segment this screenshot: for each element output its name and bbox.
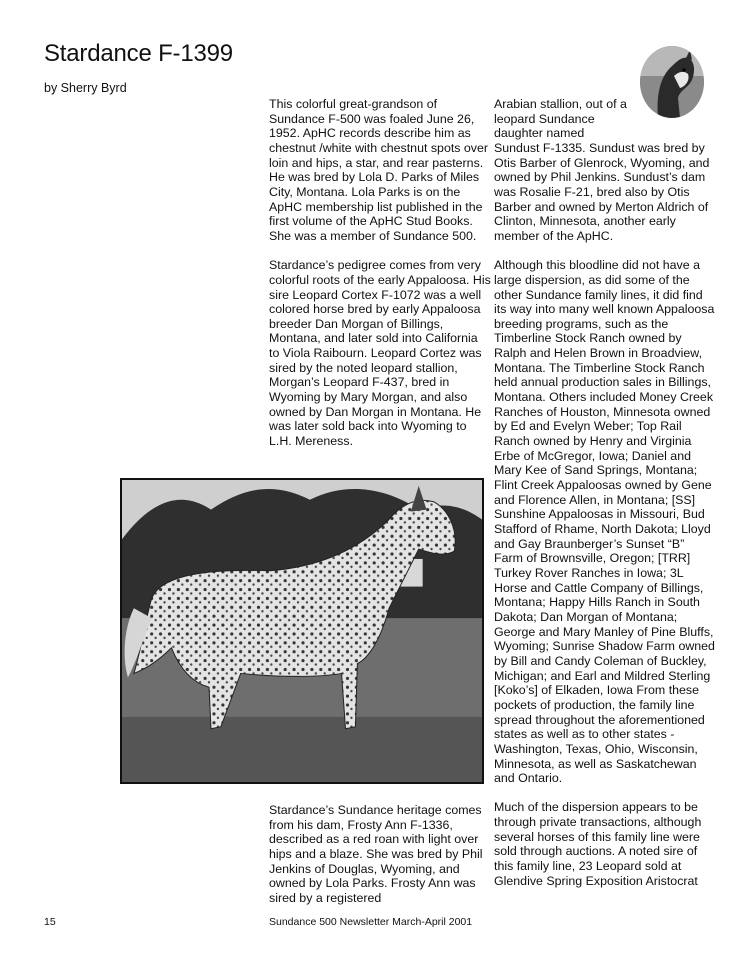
paragraph: Although this bloodline did not have a large dispersion, as did some of the other Sundance family lines, it did find its way into many well known Appaloosa breeding programs, such as the Timberline Stock Ranch owned by Ralph and Helen Brown in Broadview, Montana. The Timberline Stock Ranch held annual production sales in Billings, Montana. Others included Money Creek Ranches of Houston, Minnesota owned by Ed and Evelyn Weber; Top Rail Ranch owned by Henry and Virginia Erbe of McGregor, Iowa; Daniel and Mary Kee of Sand Springs, Montana; Flint Creek Appaloosas owned by Gene and Florence Allen, in Montana; [SS] Sunshine Appaloosas in Missouri, Bud Stafford of Rhame, North Dakota; Lloyd and Gay Braunberger’s Sunset “B” Farm of Brownsville, Oregon; [TRR] Turkey Rover Ranches in Iowa; 3L Horse and Cattle Company of Billings, Montana; Happy Hills Ranch in South Dakota; Dan Morgan of Montana; George and Mary Manley of Pine Bluffs, Wyoming; Sunrise Shadow Farm owned by Bill and Candy Coleman of Buckley, Michigan; and Earl and Mildred Sterling [Koko’s] of Elkaden, Iowa From these pockets of production, the family line spread throughout the aforementioned states as well as to other states - Washington, Texas, Ohio, Wisconsin, Minnesota, as well as Saskatchewan and Ontario. bbox=[494, 258, 715, 786]
text-line: daughter named bbox=[494, 126, 585, 141]
article-byline: by Sherry Byrd bbox=[44, 81, 127, 95]
paragraph: This colorful great-grandson of Sundance F-500 was foaled June 26, 1952. ApHC records describe him as chestnut /white with chestnut spots over loin and hips, a star, and rear pasterns. He was bred by Lola D. Parks of Miles City, Montana. Lola Parks is on the ApHC membership list published in the first volume of the ApHC Stud Books. She was a member of Sundance 500. bbox=[269, 97, 489, 243]
publication-footer: Sundance 500 Newsletter March-April 2001 bbox=[269, 916, 473, 928]
text-line: Arabian stallion, out of a bbox=[494, 97, 627, 111]
horse-photo bbox=[120, 478, 484, 784]
article-title: Stardance F-1399 bbox=[44, 40, 233, 67]
article-column-left-top bbox=[269, 97, 491, 449]
paragraph: Stardance’s Sundance heritage comes from his dam, Frosty Ann F-1336, described as a red roan with light over hips and a blaze. She was bred by Phil Jenkins of Douglas, Wyoming, and owned by Lola Parks. Frosty Ann was sired by a registered bbox=[269, 803, 483, 905]
paragraph: Stardance’s pedigree comes from very colorful roots of the early Appaloosa. His sire Leopard Cortex F-1072 was a well colored horse bred by early Appaloosa breeder Dan Morgan of Billings, Montana, and later sold into California to Viola Raibourn. Leopard Cortez was sired by the noted leopard stallion, Morgan’s Leopard F-437, bred in Wyoming by Mary Morgan, and also owned by Dan Morgan in Montana. He was later sold back into Wyoming to L.H. Mereness. bbox=[269, 258, 491, 449]
text-line: leopard Sundance bbox=[494, 111, 595, 126]
appaloosa-horse-photo-icon bbox=[122, 480, 482, 782]
article-column-right bbox=[494, 97, 716, 888]
paragraph bbox=[494, 97, 716, 244]
text-line: Sundust F-1335. Sundust was bred by Otis Barber of Glenrock, Wyoming, and owned by Phil Jenkins. Sundust’s dam was Rosalie F-21, bred also by Otis Barber and owned by Merton Aldrich of Clinton, Minnesota, another early member of the ApHC. bbox=[494, 140, 710, 243]
page-number: 15 bbox=[44, 916, 56, 928]
article-column-left-bottom bbox=[269, 803, 491, 906]
paragraph: Much of the dispersion appears to be through private transactions, although several horses of this family line were sold through auctions. A noted sire of this family line, 23 Leopard sold at Glendive Spring Exposition Aristocrat bbox=[494, 800, 702, 888]
